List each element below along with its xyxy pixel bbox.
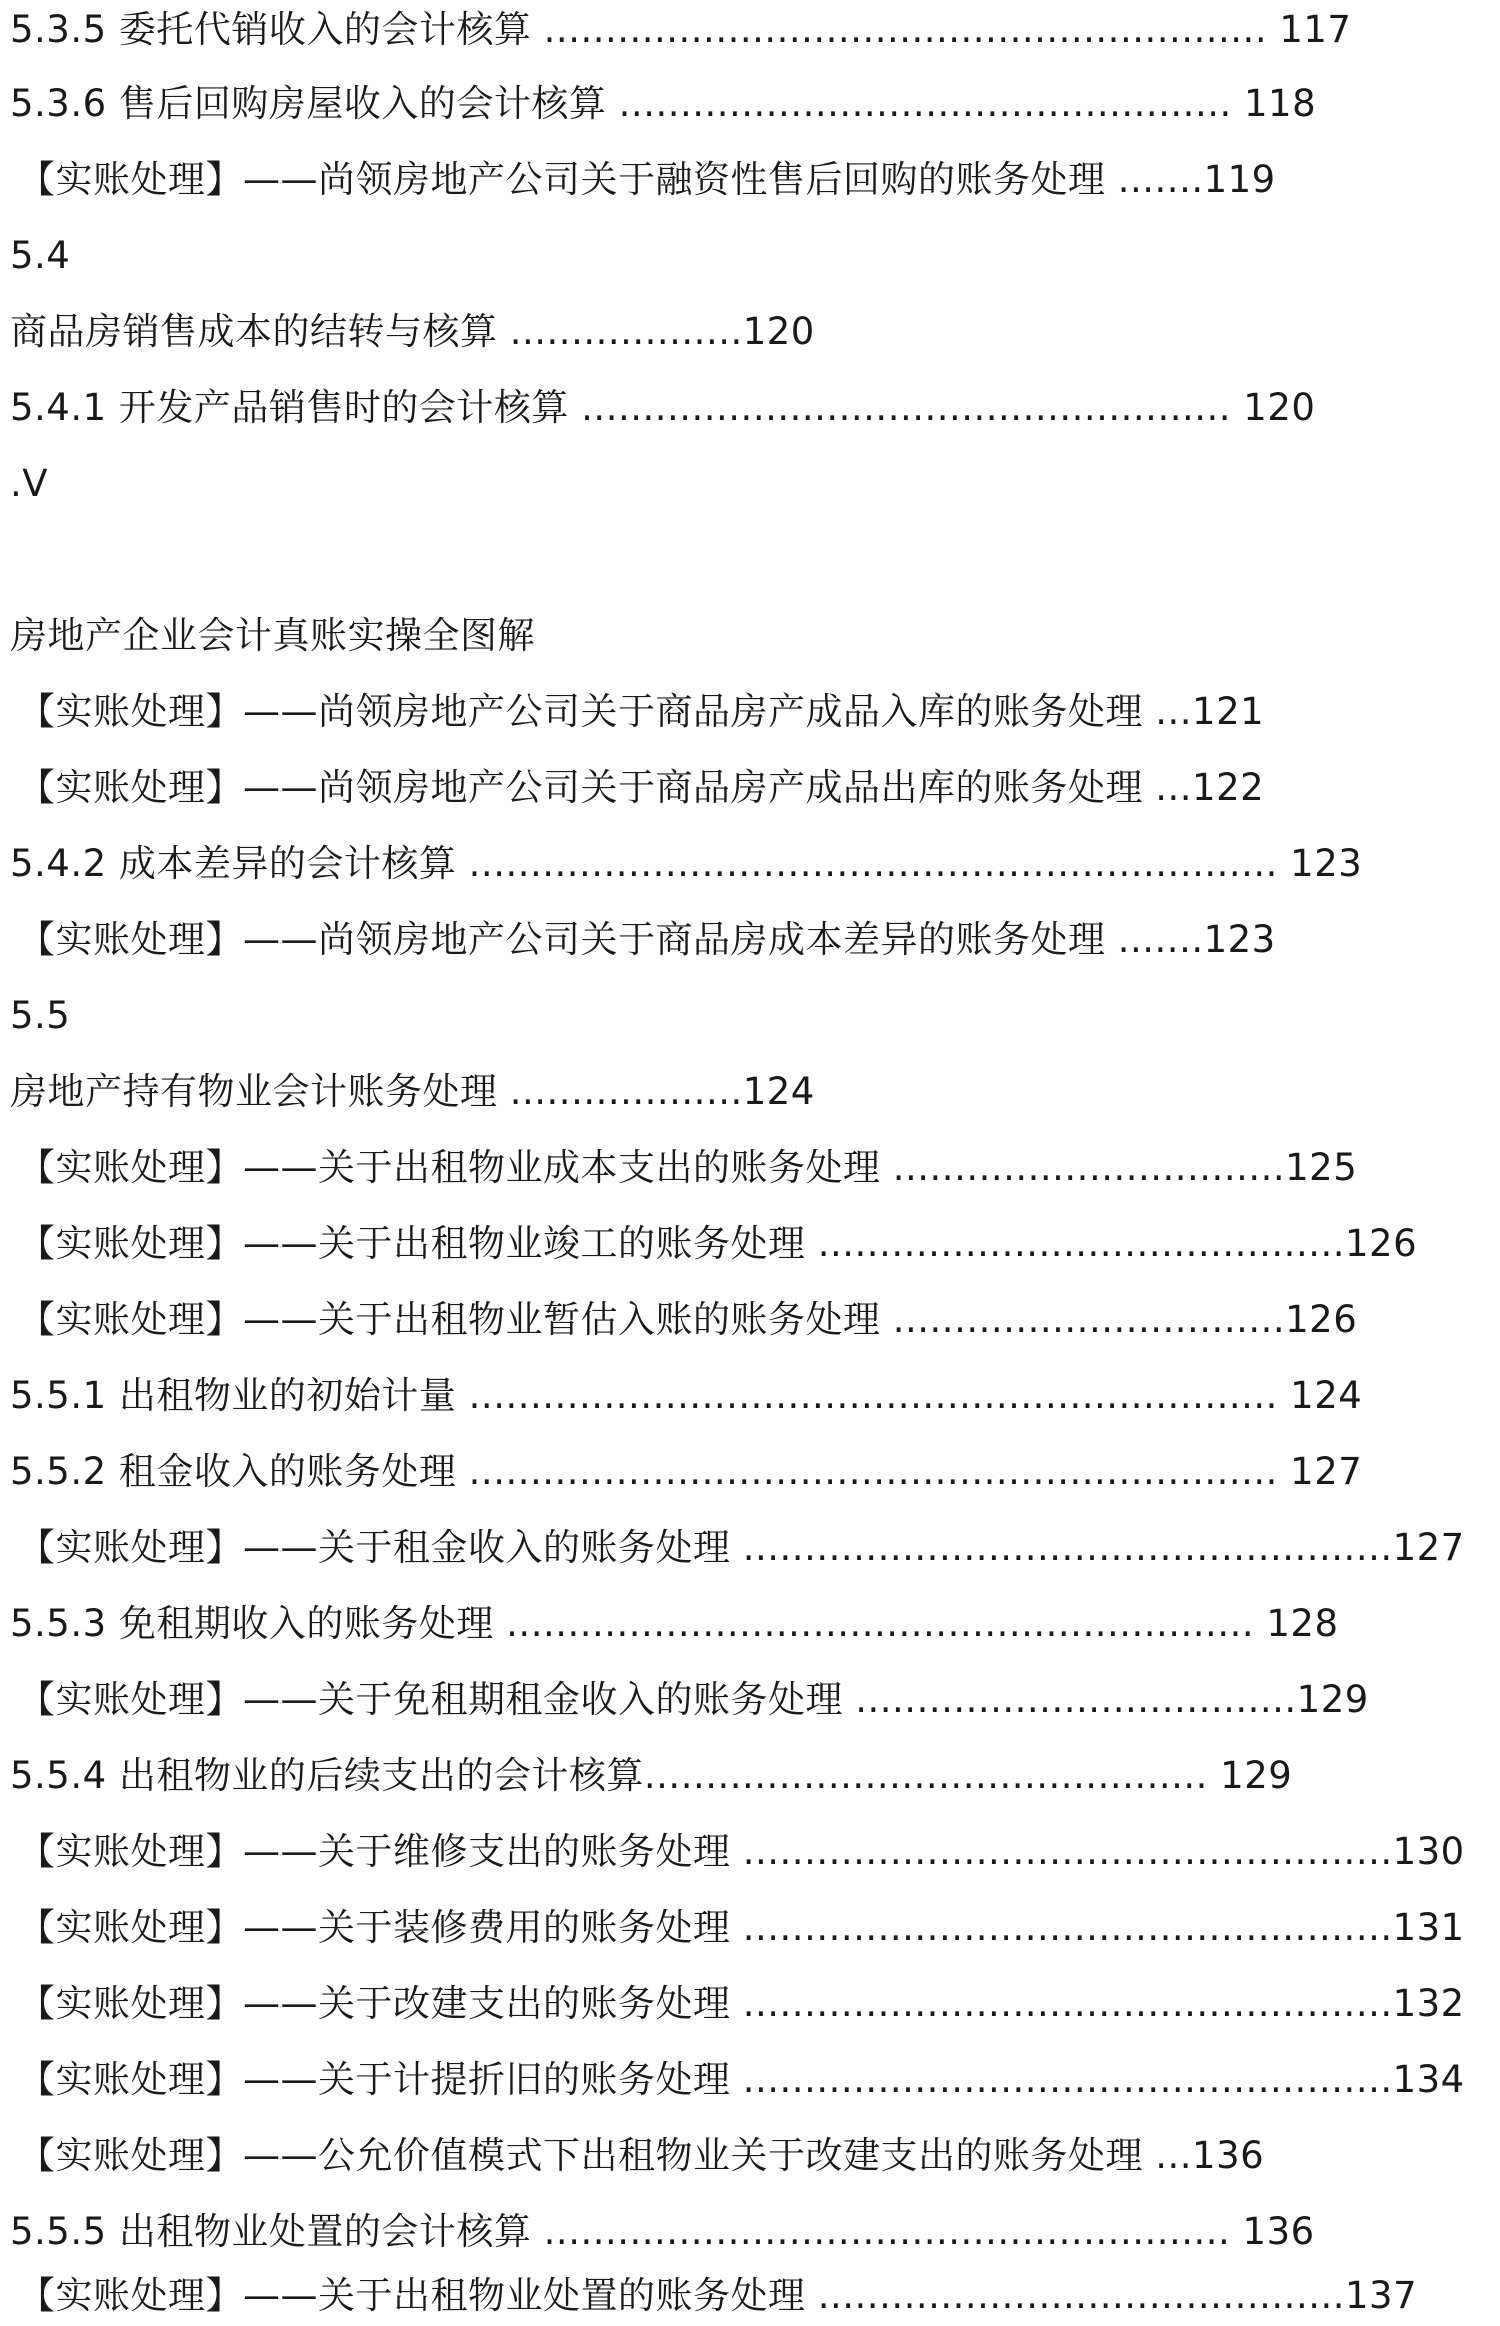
toc-entry-practice-rent-free: 【实账处理】——关于免租期租金收入的账务处理 ....................................129 bbox=[18, 1678, 1369, 1721]
toc-section-5-5-title: 房地产持有物业会计账务处理 ...................124 bbox=[10, 1070, 815, 1113]
toc-entry-practice-rental-estimate: 【实账处理】——关于出租物业暂估入账的账务处理 ................................126 bbox=[18, 1298, 1358, 1341]
running-header: 房地产企业会计真账实操全图解 bbox=[10, 614, 535, 657]
toc-entry-practice-finished-out: 【实账处理】——尚领房地产公司关于商品房产成品出库的账务处理 ...122 bbox=[18, 766, 1265, 809]
toc-entry-practice-repair: 【实账处理】——关于维修支出的账务处理 .....................................................130 bbox=[18, 1830, 1465, 1873]
toc-entry-practice-rental-cost: 【实账处理】——关于出租物业成本支出的账务处理 ................................125 bbox=[18, 1146, 1358, 1189]
toc-entry-practice-financing-buyback: 【实账处理】——尚领房地产公司关于融资性售后回购的账务处理 .......119 bbox=[18, 158, 1276, 201]
toc-entry-5-5-3: 5.5.3 免租期收入的账务处理 ............................................................. 128 bbox=[10, 1602, 1339, 1645]
toc-entry-practice-cost-variance: 【实账处理】——尚领房地产公司关于商品房成本差异的账务处理 .......123 bbox=[18, 918, 1276, 961]
toc-entry-5-5-1: 5.5.1 出租物业的初始计量 .................................................................. 124 bbox=[10, 1374, 1363, 1417]
toc-section-5-4-title: 商品房销售成本的结转与核算 ...................120 bbox=[10, 310, 815, 353]
toc-entry-practice-rental-completion: 【实账处理】——关于出租物业竣工的账务处理 ...........................................126 bbox=[18, 1222, 1418, 1265]
toc-entry-practice-fair-value: 【实账处理】——公允价值模式下出租物业关于改建支出的账务处理 ...136 bbox=[18, 2134, 1265, 2177]
toc-section-5-4-number: 5.4 bbox=[10, 234, 71, 277]
toc-entry-practice-rent-income: 【实账处理】——关于租金收入的账务处理 .....................................................127 bbox=[18, 1526, 1465, 1569]
page-marker: .V bbox=[10, 462, 49, 505]
toc-entry-practice-disposal: 【实账处理】——关于出租物业处置的账务处理 ...........................................137 bbox=[18, 2274, 1418, 2317]
toc-entry-5-5-2: 5.5.2 租金收入的账务处理 .................................................................. 127 bbox=[10, 1450, 1363, 1493]
toc-entry-practice-renovation: 【实账处理】——关于改建支出的账务处理 .....................................................132 bbox=[18, 1982, 1465, 2025]
toc-entry-5-5-4: 5.5.4 出租物业的后续支出的会计核算.............................................. 129 bbox=[10, 1754, 1293, 1797]
toc-entry-5-3-5: 5.3.5 委托代销收入的会计核算 ........................................................... 117 bbox=[10, 8, 1352, 51]
toc-entry-practice-decoration: 【实账处理】——关于装修费用的账务处理 .....................................................131 bbox=[18, 1906, 1465, 1949]
toc-entry-5-4-1: 5.4.1 开发产品销售时的会计核算 ..................................................... 120 bbox=[10, 386, 1316, 429]
toc-entry-5-3-6: 5.3.6 售后回购房屋收入的会计核算 .................................................. 118 bbox=[10, 82, 1317, 125]
toc-entry-practice-depreciation: 【实账处理】——关于计提折旧的账务处理 .....................................................134 bbox=[18, 2058, 1465, 2101]
toc-entry-practice-finished-in: 【实账处理】——尚领房地产公司关于商品房产成品入库的账务处理 ...121 bbox=[18, 690, 1265, 733]
toc-entry-5-5-5: 5.5.5 出租物业处置的会计核算 ........................................................ 136 bbox=[10, 2210, 1315, 2253]
toc-section-5-5-number: 5.5 bbox=[10, 994, 71, 1037]
toc-entry-5-4-2: 5.4.2 成本差异的会计核算 .................................................................. 123 bbox=[10, 842, 1363, 885]
